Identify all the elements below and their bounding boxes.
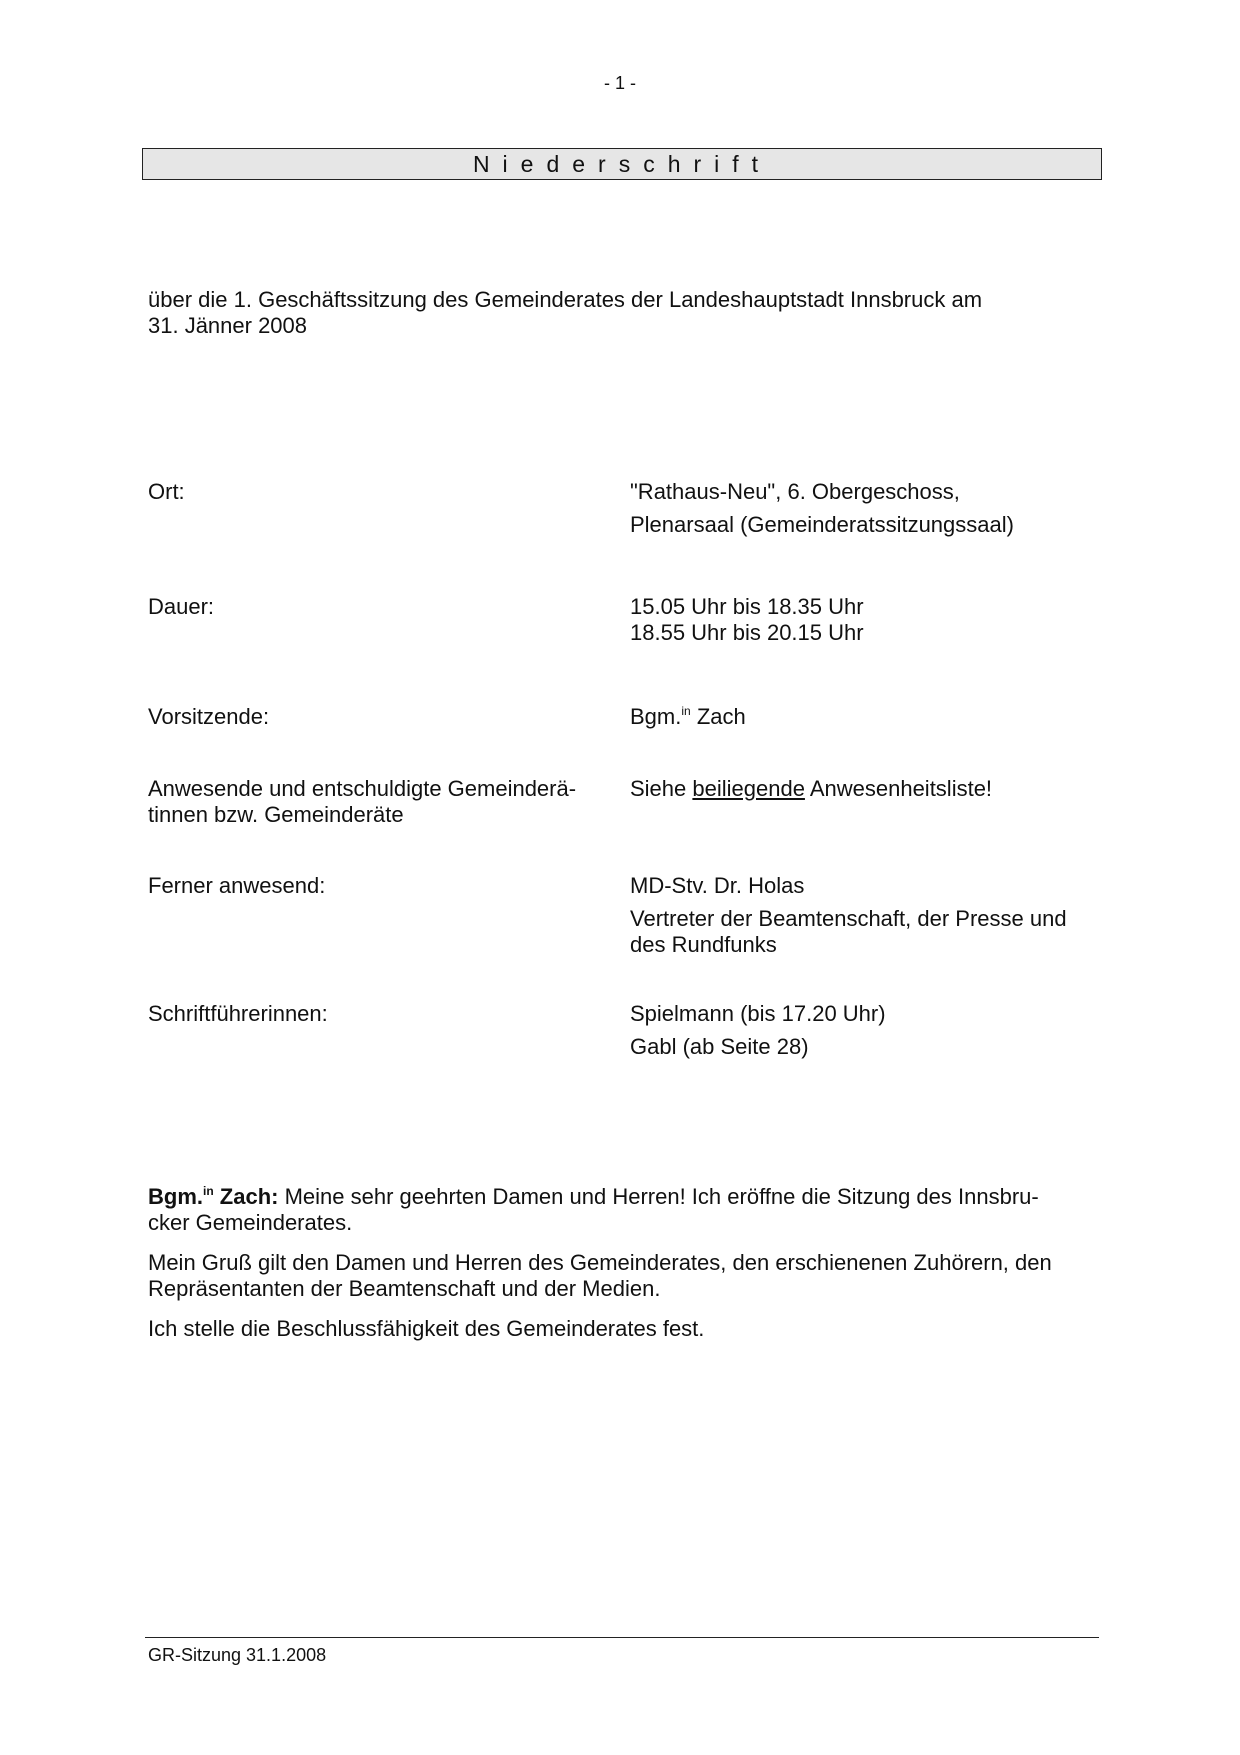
intro-line-2: 31. Jänner 2008 <box>148 313 308 338</box>
ferner-value-2: Vertreter der Beamtenschaft, der Presse und <box>630 906 1067 931</box>
vorsitzende-title-sup: in <box>681 704 691 718</box>
dauer-value-1: 15.05 Uhr bis 18.35 Uhr <box>630 594 864 619</box>
speech-paragraph-2-line-1: Mein Gruß gilt den Damen und Herren des Gemeinderates, den erschienenen Zuhörern, den <box>148 1250 1052 1275</box>
vorsitzende-value <box>630 704 746 730</box>
dauer-label: Dauer: <box>148 594 215 619</box>
ort-label: Ort: <box>148 479 185 504</box>
speaker-title: Bgm. <box>148 1184 203 1209</box>
ort-value-1: "Rathaus-Neu", 6. Obergeschoss, <box>630 479 960 504</box>
anwesende-value-post: Anwesenheitsliste! <box>804 776 993 801</box>
schrift-value-2: Gabl (ab Seite 28) <box>630 1034 809 1059</box>
document-title: Niederschrift <box>142 148 1102 180</box>
vorsitzende-name: Zach <box>690 704 746 729</box>
speaker-title-sup: in <box>203 1184 214 1198</box>
ferner-value-1: MD-Stv. Dr. Holas <box>630 873 805 898</box>
anwesende-value-underlined: beiliegende <box>692 776 805 801</box>
intro-line-1: über die 1. Geschäftssitzung des Gemeinderates der Landeshauptstadt Innsbruck am <box>148 287 983 312</box>
vorsitzende-label: Vorsitzende: <box>148 704 270 729</box>
ferner-label: Ferner anwesend: <box>148 873 326 898</box>
footer-rule <box>145 1637 1099 1638</box>
speech-paragraph-1-line-2: cker Gemeinderates. <box>148 1210 353 1235</box>
speech-paragraph-1-line-1 <box>148 1184 1098 1210</box>
anwesende-value <box>630 776 992 802</box>
schrift-value-1: Spielmann (bis 17.20 Uhr) <box>630 1001 886 1026</box>
dauer-value-2: 18.55 Uhr bis 20.15 Uhr <box>630 620 864 645</box>
ort-value-2: Plenarsaal (Gemeinderatssitzungssaal) <box>630 512 1014 537</box>
anwesende-value-pre: Siehe <box>630 776 693 801</box>
speech-paragraph-3: Ich stelle die Beschlussfähigkeit des Gemeinderates fest. <box>148 1316 705 1341</box>
schrift-label: Schriftführerinnen: <box>148 1001 328 1026</box>
vorsitzende-title: Bgm. <box>630 704 682 729</box>
footer-text: GR-Sitzung 31.1.2008 <box>148 1645 327 1665</box>
anwesende-label-1: Anwesende und entschuldigte Gemeinderä- <box>148 776 577 801</box>
anwesende-label-2: tinnen bzw. Gemeinderäte <box>148 802 404 827</box>
speech-text-1: Meine sehr geehrten Damen und Herren! Ich eröffne die Sitzung des Innsbru- <box>278 1184 1039 1209</box>
page-number: - 1 - <box>603 73 636 93</box>
speaker-name: Zach: <box>213 1184 279 1209</box>
speech-paragraph-2-line-2: Repräsentanten der Beamtenschaft und der Medien. <box>148 1276 661 1301</box>
ferner-value-3: des Rundfunks <box>630 932 777 957</box>
